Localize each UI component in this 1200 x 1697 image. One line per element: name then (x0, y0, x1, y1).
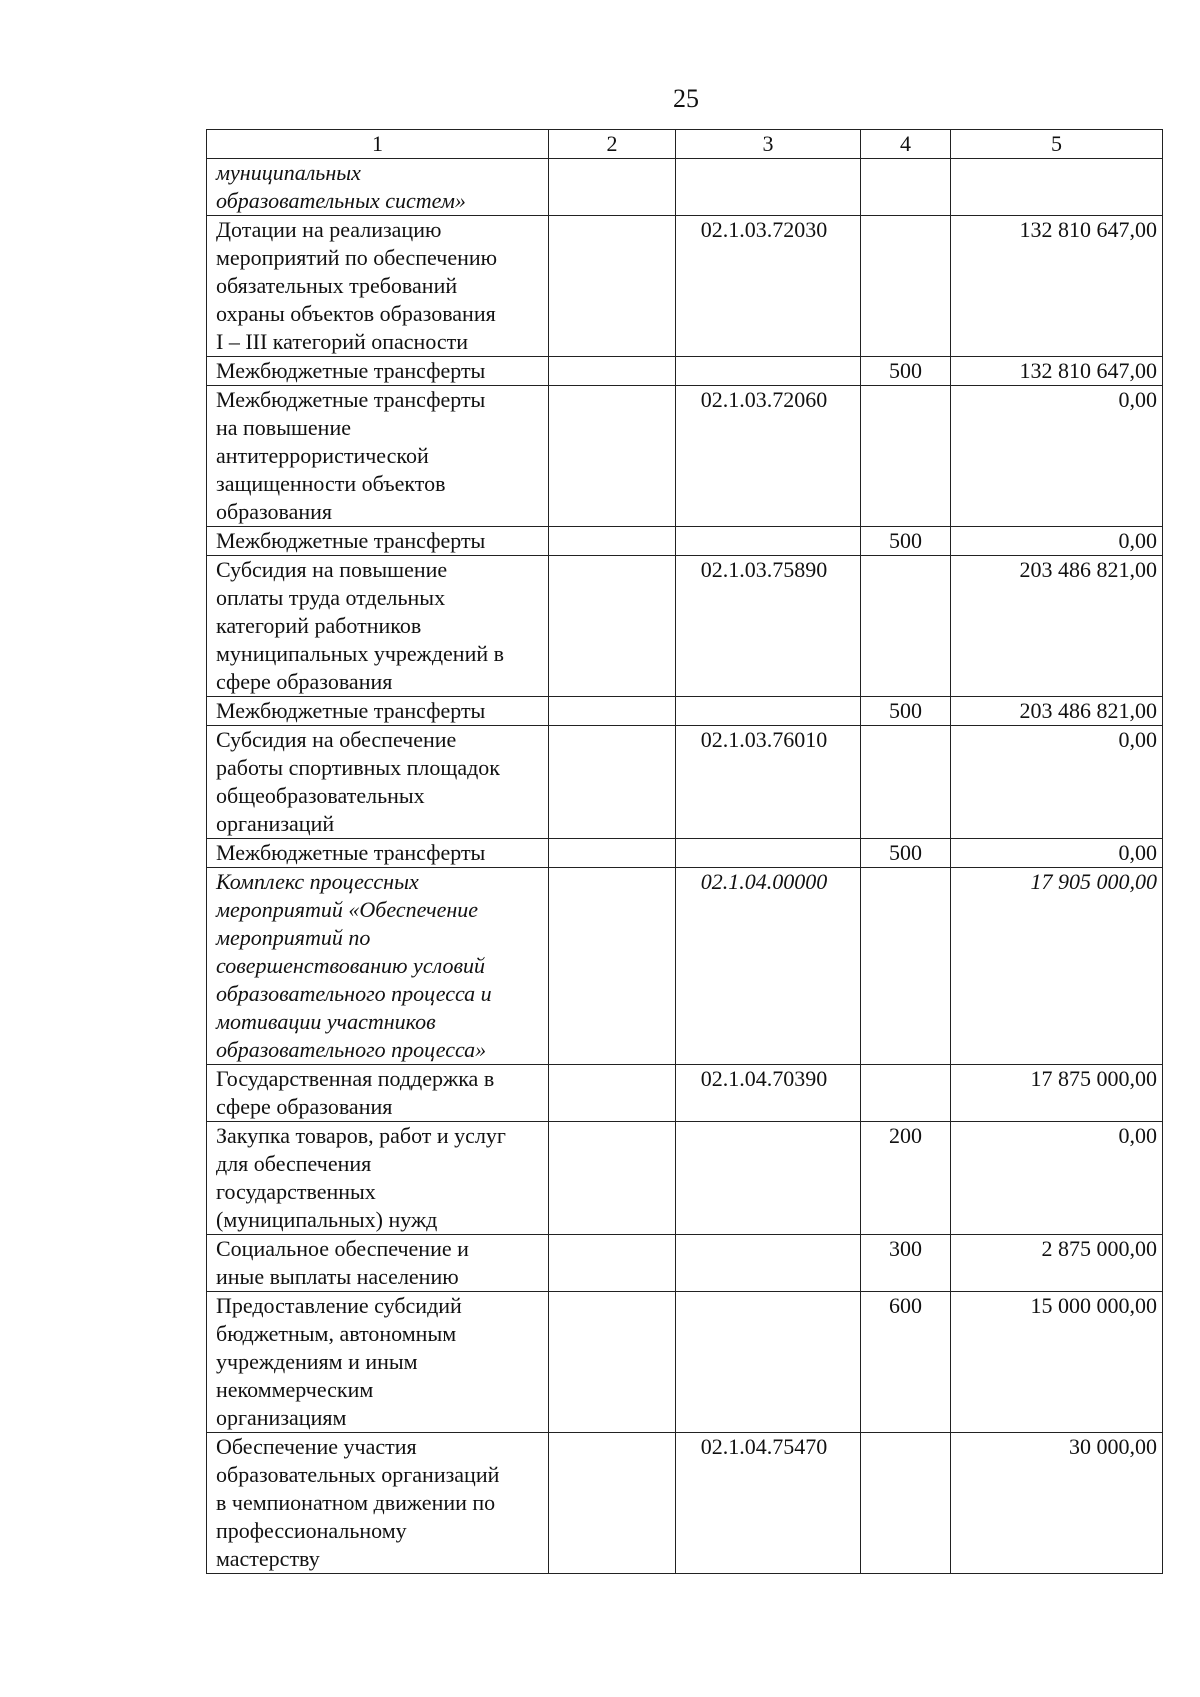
row-type-cell: 500 (861, 357, 951, 386)
row-column-2-cell (549, 839, 676, 868)
row-name-text: Дотации на реализацию мероприятий по обеспечению обязательных требований охраны объектов образования I – III категорий опасности (216, 217, 498, 354)
row-type-cell (861, 386, 951, 527)
table-row (207, 1433, 1163, 1574)
row-name-cell (207, 697, 549, 726)
row-type-cell (861, 159, 951, 216)
table-row (207, 216, 1163, 357)
row-name-text: Социальное обеспечение и иные выплаты населению (216, 1236, 469, 1289)
row-name-cell (207, 386, 549, 527)
row-amount-cell (951, 159, 1163, 216)
row-column-2-cell (549, 697, 676, 726)
row-column-2-cell (549, 1292, 676, 1433)
row-name-text: Межбюджетные трансферты (216, 528, 486, 553)
table-row (207, 1065, 1163, 1122)
row-amount-cell: 17 875 000,00 (951, 1065, 1163, 1122)
row-type-cell: 600 (861, 1292, 951, 1433)
row-code-cell: 02.1.03.72060 (676, 386, 861, 527)
row-type-cell (861, 726, 951, 839)
row-type-cell: 500 (861, 839, 951, 868)
table-row (207, 1122, 1163, 1235)
row-name-cell (207, 556, 549, 697)
column-header-1: 1 (207, 130, 549, 159)
row-name-text: Субсидия на обеспечение работы спортивных площадок общеобразовательных организаций (216, 727, 500, 836)
row-name-text: Межбюджетные трансферты (216, 840, 486, 865)
table-row (207, 726, 1163, 839)
row-name-cell (207, 1433, 549, 1574)
row-name-cell (207, 839, 549, 868)
column-header-5: 5 (951, 130, 1163, 159)
table-row (207, 1235, 1163, 1292)
table-row (207, 556, 1163, 697)
row-name-text: Межбюджетные трансферты (216, 358, 486, 383)
row-name-text: Межбюджетные трансферты на повышение антитеррористической защищенности объектов образования (216, 387, 486, 524)
table-row (207, 868, 1163, 1065)
row-column-2-cell (549, 868, 676, 1065)
row-code-cell (676, 1122, 861, 1235)
row-type-cell (861, 868, 951, 1065)
row-amount-cell: 2 875 000,00 (951, 1235, 1163, 1292)
budget-table-body (207, 130, 1163, 1574)
row-amount-cell: 17 905 000,00 (951, 868, 1163, 1065)
row-column-2-cell (549, 1065, 676, 1122)
budget-table (206, 129, 1163, 1574)
row-name-text: Межбюджетные трансферты (216, 698, 486, 723)
row-column-2-cell (549, 386, 676, 527)
table-header-row (207, 130, 1163, 159)
column-header-4: 4 (861, 130, 951, 159)
row-name-cell (207, 1292, 549, 1433)
row-amount-cell: 132 810 647,00 (951, 357, 1163, 386)
row-amount-cell: 0,00 (951, 726, 1163, 839)
table-row (207, 159, 1163, 216)
row-type-cell: 200 (861, 1122, 951, 1235)
row-name-cell (207, 1065, 549, 1122)
row-name-text: Субсидия на повышение оплаты труда отдельных категорий работников муниципальных учреждений в сфере образования (216, 557, 505, 694)
row-code-cell: 02.1.03.75890 (676, 556, 861, 697)
row-amount-cell: 0,00 (951, 386, 1163, 527)
row-amount-cell: 0,00 (951, 839, 1163, 868)
row-code-cell (676, 697, 861, 726)
row-name-cell (207, 868, 549, 1065)
row-column-2-cell (549, 527, 676, 556)
row-amount-cell: 15 000 000,00 (951, 1292, 1163, 1433)
table-row (207, 1292, 1163, 1433)
row-code-cell (676, 527, 861, 556)
row-code-cell (676, 357, 861, 386)
table-row (207, 697, 1163, 726)
row-amount-cell: 203 486 821,00 (951, 556, 1163, 697)
row-name-text: Государственная поддержка в сфере образования (216, 1066, 495, 1119)
row-column-2-cell (549, 159, 676, 216)
table-row (207, 527, 1163, 556)
row-name-text: Закупка товаров, работ и услуг для обеспечения государственных (муниципальных) нужд (216, 1123, 506, 1232)
row-code-cell: 02.1.04.70390 (676, 1065, 861, 1122)
row-code-cell: 02.1.03.72030 (676, 216, 861, 357)
row-name-cell (207, 527, 549, 556)
row-code-cell: 02.1.04.00000 (676, 868, 861, 1065)
row-column-2-cell (549, 1433, 676, 1574)
column-header-3: 3 (676, 130, 861, 159)
column-header-2: 2 (549, 130, 676, 159)
row-column-2-cell (549, 556, 676, 697)
row-code-cell: 02.1.04.75470 (676, 1433, 861, 1574)
table-row (207, 386, 1163, 527)
row-column-2-cell (549, 1122, 676, 1235)
row-column-2-cell (549, 357, 676, 386)
row-amount-cell: 30 000,00 (951, 1433, 1163, 1574)
row-code-cell (676, 839, 861, 868)
row-amount-cell: 0,00 (951, 1122, 1163, 1235)
row-amount-cell: 203 486 821,00 (951, 697, 1163, 726)
row-name-cell (207, 159, 549, 216)
row-name-cell (207, 1235, 549, 1292)
row-name-cell (207, 726, 549, 839)
page-number: 25 (673, 84, 699, 113)
row-name-text: Обеспечение участия образовательных организаций в чемпионатном движении по профессиональному мастерству (216, 1434, 500, 1571)
row-name-cell (207, 216, 549, 357)
row-column-2-cell (549, 1235, 676, 1292)
table-row (207, 357, 1163, 386)
row-type-cell (861, 556, 951, 697)
row-code-cell (676, 1292, 861, 1433)
row-type-cell: 500 (861, 527, 951, 556)
row-name-cell (207, 1122, 549, 1235)
row-amount-cell: 132 810 647,00 (951, 216, 1163, 357)
row-column-2-cell (549, 726, 676, 839)
row-code-cell (676, 159, 861, 216)
row-name-text: Предоставление субсидий бюджетным, автономным учреждениям и иным некоммерческим организациям (216, 1293, 462, 1430)
row-name-text: муниципальных образовательных систем» (216, 160, 466, 213)
row-amount-cell: 0,00 (951, 527, 1163, 556)
row-code-cell: 02.1.03.76010 (676, 726, 861, 839)
row-type-cell: 300 (861, 1235, 951, 1292)
row-type-cell: 500 (861, 697, 951, 726)
row-name-text: Комплекс процессных мероприятий «Обеспечение мероприятий по совершенствованию условий образовательного процесса и мотивации участников образовательного процесса» (216, 869, 492, 1062)
row-type-cell (861, 216, 951, 357)
row-code-cell (676, 1235, 861, 1292)
row-type-cell (861, 1065, 951, 1122)
row-column-2-cell (549, 216, 676, 357)
table-row (207, 839, 1163, 868)
row-type-cell (861, 1433, 951, 1574)
row-name-cell (207, 357, 549, 386)
